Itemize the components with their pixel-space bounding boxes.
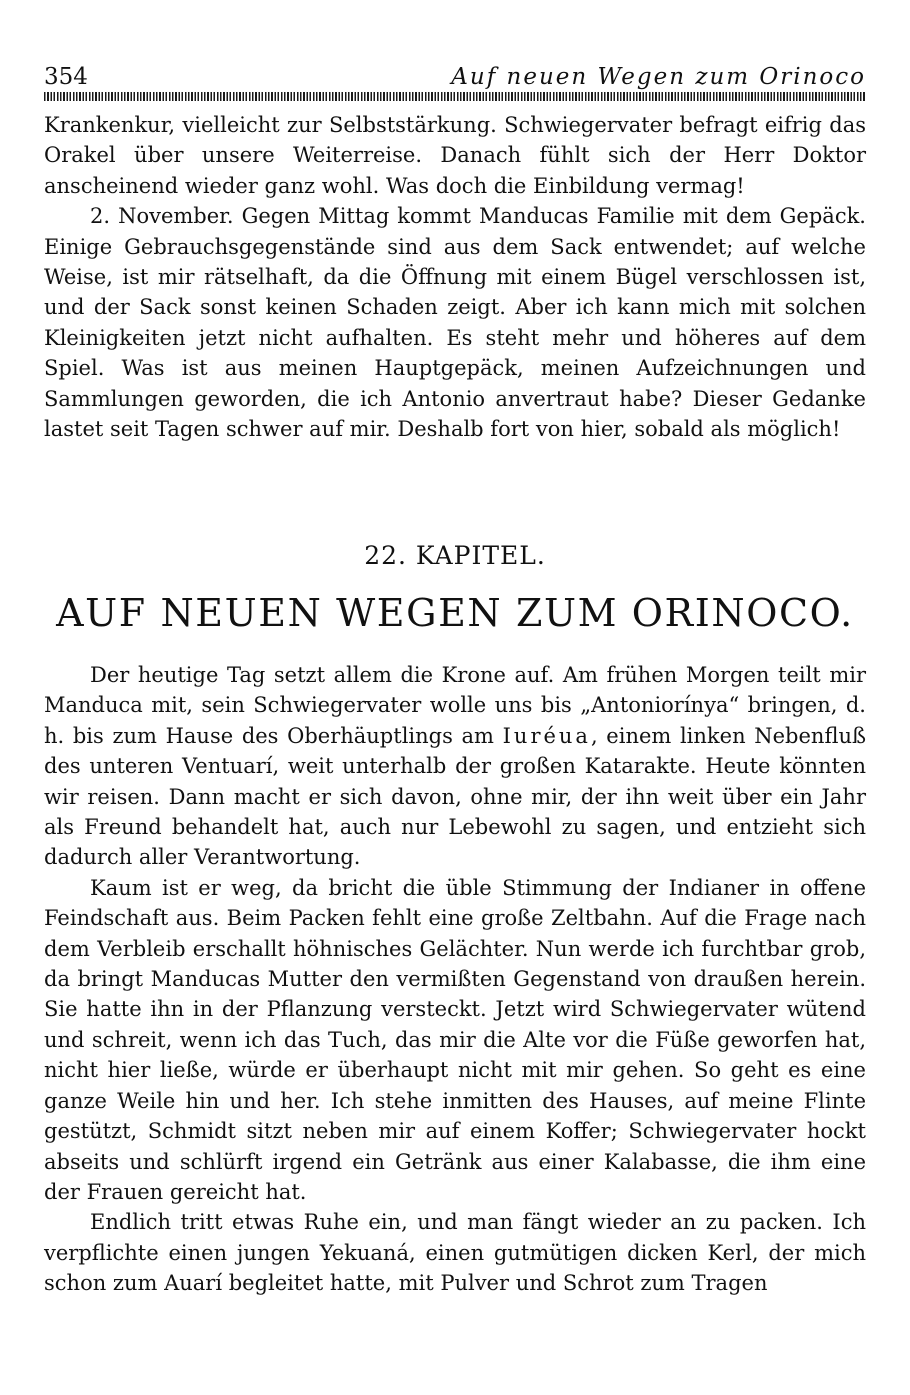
section-1-text <box>44 110 866 444</box>
section-2-text <box>44 660 866 1299</box>
paragraph-1 <box>44 660 866 873</box>
paragraph-2: Kaum ist er weg, da bricht die üble Stimmung der Indianer in offene Feindschaft aus. Beim Packen fehlt eine große Zeltbahn. Auf die Frage nach dem Verbleib erschallt höhnisches Gelächter. Nun werde ich furchtbar grob, da bringt Manducas Mutter den vermißten Gegenstand von draußen herein. Sie hatte ihn in der Pflanzung versteckt. Jetzt wird Schwiegervater wütend und schreit, wenn ich das Tuch, das mir die Alte vor die Füße geworfen hat, nicht hier ließe, würde er überhaupt nicht mit mir gehen. So geht es eine ganze Weile hin und her. Ich stehe inmitten des Hauses, auf meine Flinte gestützt, Schmidt sitzt neben mir auf einem Koffer; Schwiegervater hockt abseits und schlürft irgend ein Getränk aus einer Kalabasse, die ihm eine der Frauen gereicht hat. <box>44 875 866 1204</box>
chapter-title: AUF NEUEN WEGEN ZUM ORINOCO. <box>56 591 854 635</box>
page-header <box>44 62 866 92</box>
running-title: Auf neuen Wegen zum Orinoco <box>451 64 866 90</box>
river-name-spaced: Iuréua <box>502 723 591 748</box>
paragraph-november: 2. November. Gegen Mittag kommt Manducas Familie mit dem Gepäck. Einige Gebrauchsgegenstände sind aus dem Sack entwendet; auf welche Weise, ist mir rätselhaft, da die Öffnung mit einem Bügel verschlossen ist, und der Sack sonst keinen Schaden zeigt. Aber ich kann mich mit solchen Kleinigkeiten jetzt nicht aufhalten. Es steht mehr und höheres auf dem Spiel. Was ist aus meinen Hauptgepäck, meinen Aufzeichnungen und Sammlungen geworden, die ich Antonio anvertraut habe? Dieser Gedanke lastet seit Tagen schwer auf mir. Deshalb fort von hier, sobald als möglich! <box>44 204 866 442</box>
header-rule <box>44 92 866 101</box>
page-number: 354 <box>44 64 88 90</box>
paragraph-1-start: Der heutige Tag setzt allem die Krone auf. Am frühen Morgen teilt mir Manduca mit, sein Schwiegervater wolle uns bis „Antoniorínya“ bringen, d. h. bis zum Hause des Oberhäuptlings am <box>44 663 866 748</box>
chapter-number: 22. KAPITEL. <box>364 541 546 570</box>
paragraph-continued: Krankenkur, vielleicht zur Selbststärkung. Schwiegervater befragt eifrig das Orakel über unsere Weiterreise. Danach fühlt sich der Herr Doktor anscheinend wieder ganz wohl. Was doch die Einbildung vermag! <box>44 113 866 198</box>
paragraph-1-end: , einem linken Nebenfluß des unteren Ventuarí, weit unterhalb der großen Katarakte. Heute könnten wir reisen. Dann macht er sich davon, ohne mir, der ihn weit über ein Jahr als Freund behandelt hat, auch nur Lebewohl zu sagen, und entzieht sich dadurch aller Verantwortung. <box>44 723 867 870</box>
paragraph-3: Endlich tritt etwas Ruhe ein, und man fängt wieder an zu packen. Ich verpflichte einen jungen Yekuaná, einen gutmütigen dicken Kerl, der mich schon zum Auarí begleitet hatte, mit Pulver und Schrot zum Tragen <box>44 1210 866 1296</box>
